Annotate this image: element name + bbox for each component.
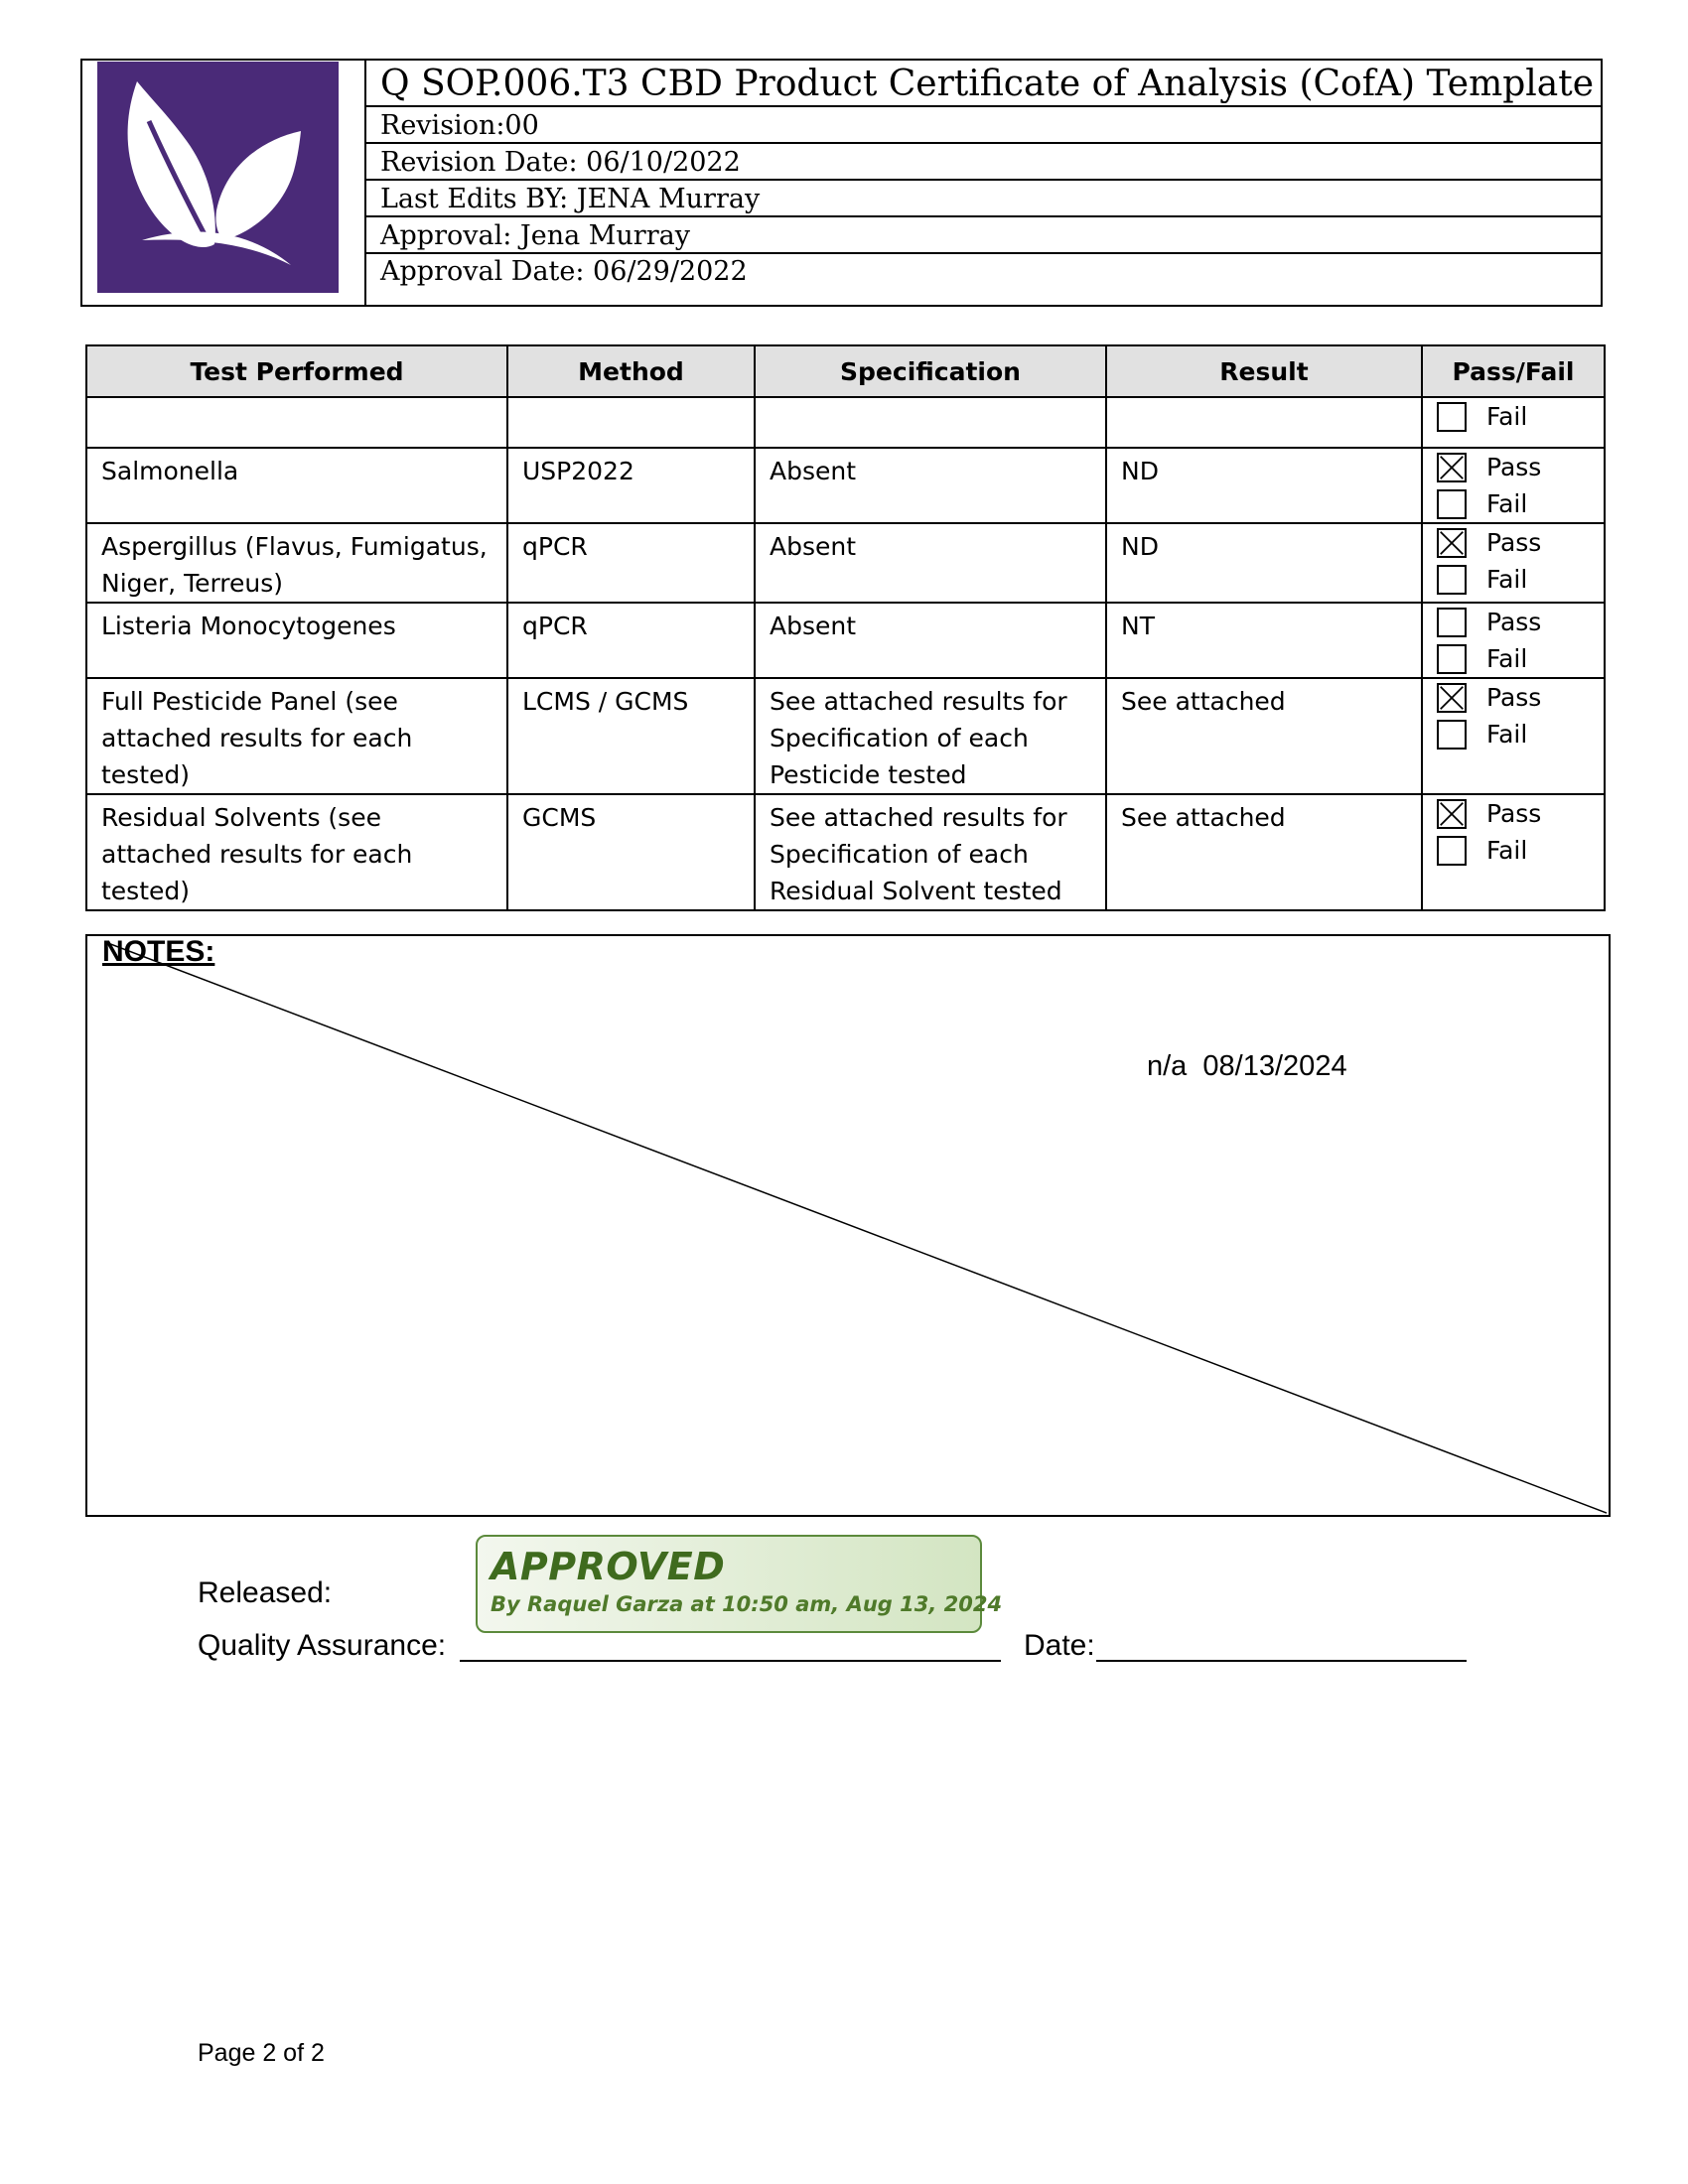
method-cell: USP2022 [507, 448, 755, 523]
pass-fail-cell [1422, 794, 1605, 910]
page-number: Page 2 of 2 [198, 2039, 325, 2067]
table-row [86, 448, 1605, 523]
result-cell: See attached [1106, 678, 1422, 794]
column-header: Test Performed [86, 345, 507, 397]
date-line [1096, 1660, 1467, 1662]
notes-entry: n/a 08/13/2024 [1147, 1050, 1347, 1082]
column-header: Result [1106, 345, 1422, 397]
spec-cell: Absent [755, 448, 1106, 523]
fail-label: Fail [1486, 565, 1528, 594]
date-label: Date: [1024, 1629, 1095, 1662]
pass-fail-cell [1422, 523, 1605, 603]
method-cell: LCMS / GCMS [507, 678, 755, 794]
pass-label: Pass [1486, 528, 1542, 557]
table-row [86, 397, 1605, 448]
result-cell: ND [1106, 448, 1422, 523]
method-cell: qPCR [507, 523, 755, 603]
pass-fail-cell [1422, 448, 1605, 523]
column-header: Specification [755, 345, 1106, 397]
leaf-logo-icon [97, 62, 339, 293]
stamp-signature: By Raquel Garza at 10:50 am, Aug 13, 2024 [491, 1592, 1003, 1616]
column-header: Pass/Fail [1422, 345, 1605, 397]
stamp-title: APPROVED [491, 1545, 726, 1588]
notes-label: NOTES: [102, 935, 215, 968]
pass-checkbox-checked[interactable] [1437, 528, 1467, 558]
document-header [80, 59, 1603, 307]
table-row [86, 523, 1605, 603]
column-header: Method [507, 345, 755, 397]
result-cell: See attached [1106, 794, 1422, 910]
method-cell: GCMS [507, 794, 755, 910]
strike-through-line [87, 936, 1609, 1515]
result-cell: NT [1106, 603, 1422, 678]
revision-date: Revision Date: 06/10/2022 [366, 144, 1601, 181]
pass-checkbox-checked[interactable] [1437, 799, 1467, 829]
table-row [86, 794, 1605, 910]
spec-cell: Absent [755, 523, 1106, 603]
spec-cell: Absent [755, 603, 1106, 678]
table-row [86, 603, 1605, 678]
fail-label: Fail [1486, 402, 1528, 431]
pass-checkbox[interactable] [1437, 608, 1467, 637]
last-edits: Last Edits BY: JENA Murray [366, 181, 1601, 217]
pass-checkbox-checked[interactable] [1437, 453, 1467, 482]
fail-checkbox[interactable] [1437, 402, 1467, 432]
revision: Revision:00 [366, 107, 1601, 144]
result-cell: ND [1106, 523, 1422, 603]
result-cell [1106, 397, 1422, 448]
test-cell: Listeria Monocytogenes [86, 603, 507, 678]
test-cell: Residual Solvents (see attached results for each tested) [86, 794, 507, 910]
test-results-table [85, 344, 1606, 911]
spec-cell: See attached results for Specification of each Residual Solvent tested [755, 794, 1106, 910]
pass-fail-cell [1422, 397, 1605, 448]
fail-checkbox[interactable] [1437, 644, 1467, 674]
test-cell: Aspergillus (Flavus, Fumigatus, Niger, Terreus) [86, 523, 507, 603]
notes-box [85, 934, 1611, 1517]
logo-cell [82, 61, 366, 305]
document-title: Q SOP.006.T3 CBD Product Certificate of Analysis (CofA) Template [366, 61, 1601, 107]
method-cell [507, 397, 755, 448]
pass-label: Pass [1486, 799, 1542, 828]
pass-label: Pass [1486, 683, 1542, 712]
method-cell: qPCR [507, 603, 755, 678]
fail-checkbox[interactable] [1437, 836, 1467, 866]
fail-checkbox[interactable] [1437, 720, 1467, 750]
spec-cell: See attached results for Specification of each Pesticide tested [755, 678, 1106, 794]
fail-label: Fail [1486, 836, 1528, 865]
signature-line [460, 1660, 1001, 1662]
table-header-row [86, 345, 1605, 397]
pass-fail-cell [1422, 603, 1605, 678]
fail-checkbox[interactable] [1437, 489, 1467, 519]
fail-checkbox[interactable] [1437, 565, 1467, 595]
test-cell [86, 397, 507, 448]
header-rows [366, 61, 1601, 305]
test-cell: Salmonella [86, 448, 507, 523]
pass-label: Pass [1486, 608, 1542, 636]
spec-cell [755, 397, 1106, 448]
test-cell: Full Pesticide Panel (see attached results for each tested) [86, 678, 507, 794]
table-row [86, 678, 1605, 794]
pass-checkbox-checked[interactable] [1437, 683, 1467, 713]
fail-label: Fail [1486, 720, 1528, 749]
quality-assurance-label: Quality Assurance: [198, 1629, 447, 1662]
approved-stamp [476, 1535, 1003, 1633]
approval-date: Approval Date: 06/29/2022 [380, 256, 748, 287]
released-label: Released: [198, 1576, 333, 1609]
pass-fail-cell [1422, 678, 1605, 794]
pass-label: Pass [1486, 453, 1542, 481]
fail-label: Fail [1486, 489, 1528, 518]
approval: Approval: Jena Murray [366, 217, 1601, 254]
fail-label: Fail [1486, 644, 1528, 673]
